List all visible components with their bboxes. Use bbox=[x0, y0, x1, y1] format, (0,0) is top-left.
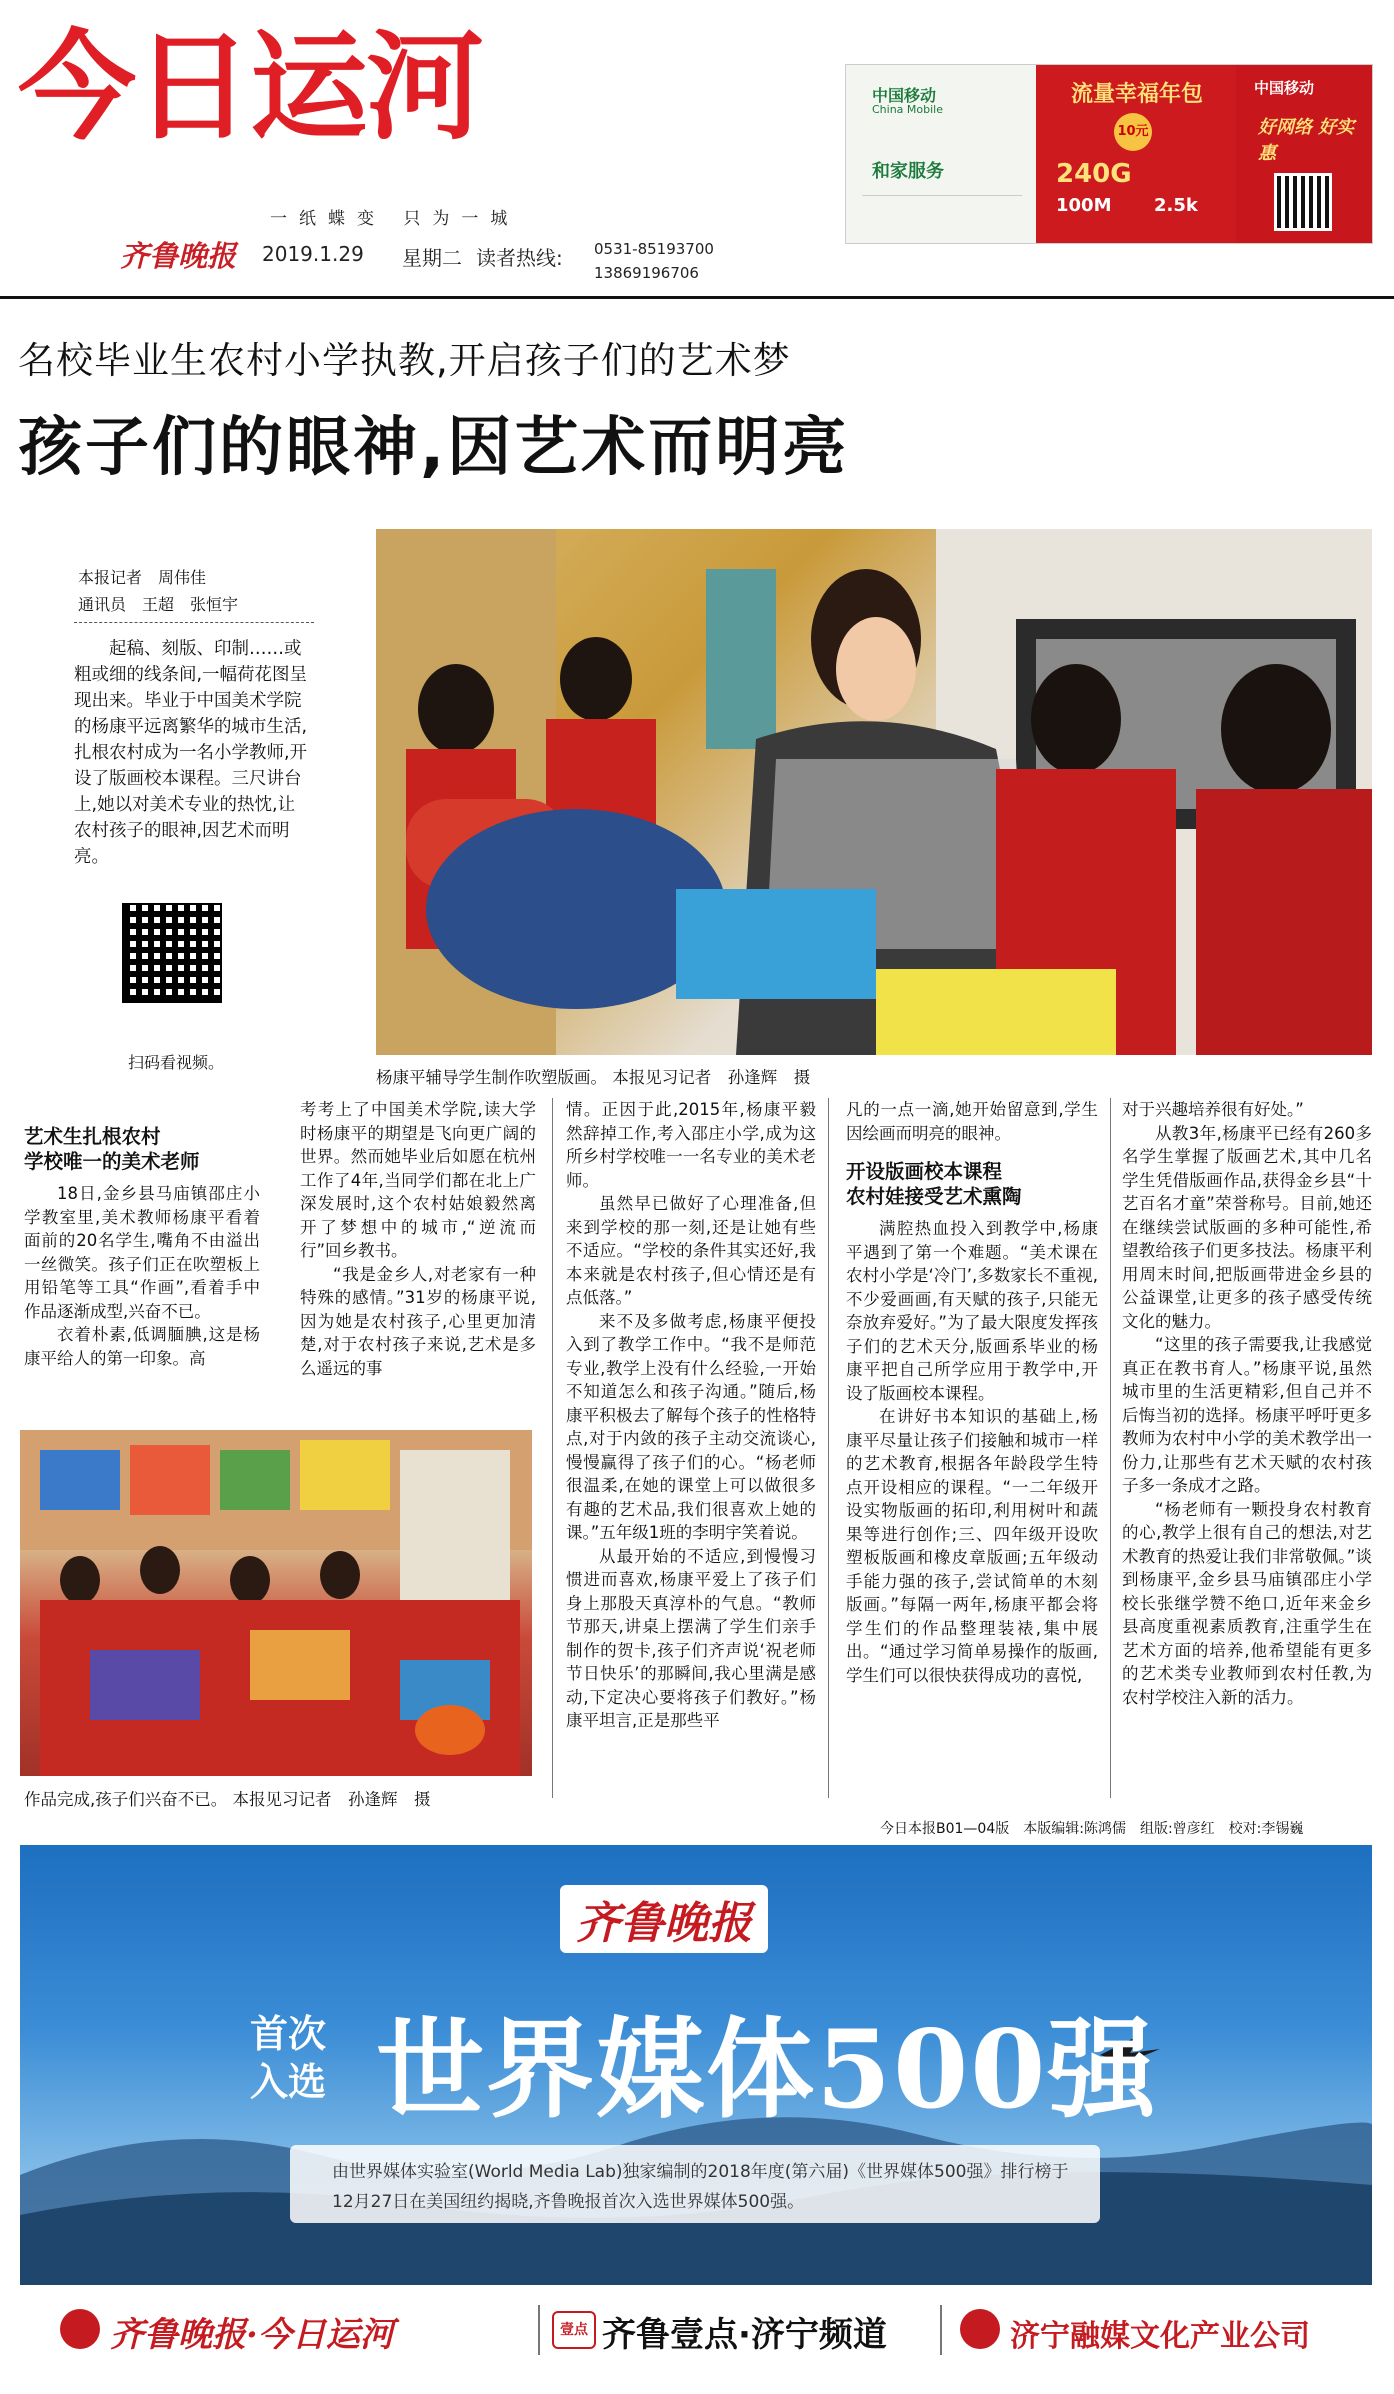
article-lead: 起稿、刻版、印制……或粗或细的线条间,一幅荷花图呈现出来。毕业于中国美术学院的杨康平远离繁华的城市生活,扎根农村成为一名小学教师,开设了版画校本课程。三尺讲台上,她以对美术专业的热忱,让农村孩子的眼神,因艺术而明亮。 bbox=[74, 639, 308, 867]
byline-divider bbox=[74, 622, 314, 623]
sponsor-jining-media: 济宁融媒文化产业公司 bbox=[1010, 2319, 1310, 2354]
ad-right-panel bbox=[1236, 65, 1372, 243]
masthead-rule bbox=[0, 296, 1394, 299]
article-column-4 bbox=[846, 1098, 1098, 1687]
jining-media-logo-icon bbox=[960, 2309, 1000, 2349]
qilu-logo-icon bbox=[60, 2309, 100, 2349]
first-time-line2: 入选 bbox=[250, 2060, 327, 2104]
ad-qr-code bbox=[1274, 173, 1332, 231]
hotline-label: 读者热线: bbox=[476, 246, 563, 270]
ad-left-panel bbox=[846, 65, 1036, 243]
column5-paragraph-3: “这里的孩子需要我,让我感觉真正在教书育人。”杨康平说,虽然城市里的生活更精彩,但自己并不后悔当初的选择。杨康平呼吁更多教师为农村中小学的美术教学出一份力,让那些有艺术天赋的农村孩子多一条成才之路。 bbox=[1122, 1335, 1372, 1495]
issue-date: 2019.1.29 bbox=[262, 242, 364, 266]
photo-children-illustration bbox=[20, 1430, 532, 1776]
world-media-500-title: 世界媒体500强 bbox=[376, 2007, 1158, 2133]
brand-logo-text: 齐鲁晚报 bbox=[120, 239, 237, 273]
ad-speed: 100M bbox=[1056, 195, 1112, 216]
photo-teacher-with-students bbox=[376, 529, 1372, 1055]
column1-subhead: 艺术生扎根农村 学校唯一的美术老师 bbox=[24, 1125, 200, 1173]
column3-paragraph-2: 虽然早已做好了心理准备,但来到学校的那一刻,还是让她有些不适应。“学校的条件其实还好,我本来就是农村孩子,但心情还是有点低落。” bbox=[566, 1194, 816, 1307]
china-mobile-en: China Mobile bbox=[872, 103, 944, 116]
china-mobile-logo-text: 中国移动 bbox=[872, 86, 937, 105]
bottom-advertisement[interactable] bbox=[20, 1845, 1372, 2373]
qilu-evening-news-logo: 齐鲁晚报 bbox=[560, 1885, 768, 1953]
ad-service-name: 和家服务 bbox=[872, 161, 944, 182]
top-advertisement[interactable] bbox=[845, 64, 1373, 244]
video-qr-code[interactable] bbox=[122, 903, 222, 1003]
first-time-line1: 首次 bbox=[250, 2012, 327, 2056]
column3-paragraph-4: 从最开始的不适应,到慢慢习惯进而喜欢,杨康平爱上了孩子们身上那股天真淳朴的气息。“教师节那天,讲桌上摆满了学生们亲手制作的贺卡,孩子们齐声说‘祝老师节日快乐’的那瞬间,我心里满是感动,下定决心要将孩子们教好。”杨康平坦言,正是那些平 bbox=[566, 1546, 816, 1730]
column2-paragraph-1: 考考上了中国美术学院,读大学时杨康平的期望是飞向更广阔的世界。然而她毕业后如愿在杭州工作了4年,当同学们都在北上广深发展时,这个农村姑娘毅然离开了梦想中的城市,“逆流而行”回乡教书。 bbox=[300, 1100, 536, 1260]
ad-title: 流量幸福年包 bbox=[1070, 82, 1203, 107]
sponsor-divider bbox=[538, 2305, 540, 2355]
ad-right-brand: 中国移动 bbox=[1254, 79, 1315, 97]
ad-right-slogan: 好网络 好实惠 bbox=[1258, 117, 1355, 164]
qr-caption: 扫码看视频。 bbox=[128, 1053, 225, 1072]
ad-badge: 10元 bbox=[1114, 113, 1152, 151]
page-credits: 今日本报B01—04版 本版编辑:陈鸿儒 组版:曾彦红 校对:李锡巍 bbox=[880, 1821, 1304, 1837]
article-headline: 孩子们的眼神,因艺术而明亮 bbox=[18, 411, 850, 485]
masthead-slogan: 一纸蝶变 只为一城 bbox=[270, 209, 520, 229]
article-column-1 bbox=[24, 1120, 260, 1370]
column4-subhead: 开设版画校本课程 农村娃接受艺术熏陶 bbox=[846, 1160, 1022, 1208]
description-line2: 12月27日在美国纽约揭晓,齐鲁晚报首次入选世界媒体500强。 bbox=[332, 2192, 805, 2212]
column-divider bbox=[1110, 1098, 1111, 1798]
column4-paragraph-2: 满腔热血投入到教学中,杨康平遇到了第一个难题。“美术课在农村小学是‘冷门’,多数家长不重视,不少爱画画,有天赋的孩子,只能无奈放弃爱好。”为了最大限度发挥孩子们的艺术天分,版画系毕业的杨康平把自己所学应用于教学中,开设了版画校本课程。 bbox=[846, 1219, 1098, 1403]
article-column-5 bbox=[1122, 1098, 1372, 1709]
column2-paragraph-2: “我是金乡人,对老家有一种特殊的感情。”31岁的杨康平说,因为她是农村孩子,心里更加清楚,对于农村孩子来说,艺术是多么遥远的事 bbox=[300, 1264, 536, 1378]
photo-children-with-artworks bbox=[20, 1430, 532, 1776]
column1-paragraph-1: 18日,金乡县马庙镇邵庄小学教室里,美术教师杨康平看着面前的20名学生,嘴角不由溢出一丝微笑。孩子们正在吹塑板上用铅笔等工具“作画”,看着手中作品逐渐成型,兴奋不已。 bbox=[24, 1184, 260, 1321]
article-column-3 bbox=[566, 1098, 816, 1733]
column4-paragraph-1: 凡的一点一滴,她开始留意到,学生因绘画而明亮的眼神。 bbox=[846, 1100, 1098, 1143]
sponsor-qilu-jinri: 齐鲁晚报·今日运河 bbox=[110, 2315, 394, 2355]
ad-data-amount: 240G bbox=[1056, 159, 1132, 189]
article-column-2 bbox=[300, 1098, 536, 1380]
ad-bonus: 2.5k bbox=[1154, 195, 1198, 216]
byline-reporter: 本报记者 周伟佳 bbox=[78, 568, 207, 587]
byline-correspondents: 通讯员 王超 张恒宇 bbox=[78, 595, 239, 614]
photo-teacher-illustration bbox=[376, 529, 1372, 1055]
article-kicker: 名校毕业生农村小学执教,开启孩子们的艺术梦 bbox=[18, 339, 791, 382]
description-line1: 由世界媒体实验室(World Media Lab)独家编制的2018年度(第六届)《世界媒体500强》排行榜于 bbox=[332, 2162, 1069, 2182]
yidian-logo-icon: 壹点 bbox=[552, 2311, 596, 2349]
hotline-phone-1: 0531-85193700 bbox=[594, 240, 714, 258]
masthead-title: 今日运河 bbox=[18, 18, 483, 156]
column1-paragraph-2: 衣着朴素,低调腼腆,这是杨康平给人的第一印象。高 bbox=[24, 1325, 260, 1368]
column3-paragraph-1: 情。正因于此,2015年,杨康平毅然辞掉工作,考入邵庄小学,成为这所乡村学校唯一一名专业的美术老师。 bbox=[566, 1100, 816, 1190]
sponsor-bar bbox=[20, 2285, 1372, 2373]
column3-paragraph-3: 来不及多做考虑,杨康平便投入到了教学工作中。“我不是师范专业,教学上没有什么经验,一开始不知道怎么和孩子沟通。”随后,杨康平积极去了解每个孩子的性格特点,对于内敛的孩子主动交流谈心,慢慢赢得了孩子们的心。“杨老师很温柔,在她的课堂上可以做很多有趣的艺术品,我们很喜欢上她的课。”五年级1班的李明宇笑着说。 bbox=[566, 1311, 816, 1542]
column-divider bbox=[552, 1098, 553, 1798]
column5-paragraph-4: “杨老师有一颗投身农村教育的心,教学上很有自己的想法,对艺术教育的热爱让我们非常敬佩。”谈到杨康平,金乡县马庙镇邵庄小学校长张继学赞不绝口,近年来金乡县高度重视素质教育,注重学生在艺术方面的培养,他希望能有更多的艺术类专业教师到农村任教,为农村学校注入新的活力。 bbox=[1122, 1499, 1372, 1707]
issue-weekday: 星期二 bbox=[402, 246, 462, 270]
column5-paragraph-2: 从教3年,杨康平已经有260多名学生掌握了版画艺术,其中几名学生凭借版画作品,获得金乡县“十艺百名才童”荣誉称号。目前,她还在继续尝试版画的多种可能性,希望教给孩子们更多技法。杨康平利用周末时间,把版画带进金乡县的公益课堂,让更多的孩子感受传统文化的魅力。 bbox=[1122, 1123, 1372, 1331]
hotline-phone-2: 13869196706 bbox=[594, 264, 699, 282]
sponsor-qilu-yidian: 齐鲁壹点·济宁频道 bbox=[602, 2315, 887, 2355]
ad-center-panel bbox=[1036, 65, 1236, 243]
column-divider bbox=[828, 1098, 829, 1798]
photo2-caption: 作品完成,孩子们兴奋不已。 本报见习记者 孙逢辉 摄 bbox=[24, 1790, 431, 1809]
photo1-caption: 杨康平辅导学生制作吹塑版画。 本报见习记者 孙逢辉 摄 bbox=[376, 1068, 811, 1087]
column5-paragraph-1: 对于兴趣培养很有好处。” bbox=[1122, 1100, 1304, 1119]
column4-paragraph-3: 在讲好书本知识的基础上,杨康平尽量让孩子们接触和城市一样的艺术教育,根据各年龄段学生特点开设相应的课程。“一二年级开设实物版画的拓印,利用树叶和蔬果等进行创作;三、四年级开设吹塑板版画和橡皮章版画;五年级动手能力强的孩子,尝试简单的木刻版画。”每隔一两年,杨康平都会将学生们的作品整理装裱,集中展出。“通过学习简单易操作的版画,学生们可以很快获得成功的喜悦, bbox=[846, 1407, 1098, 1685]
sponsor-divider bbox=[940, 2305, 942, 2355]
ad-fine-print bbox=[862, 195, 1022, 236]
